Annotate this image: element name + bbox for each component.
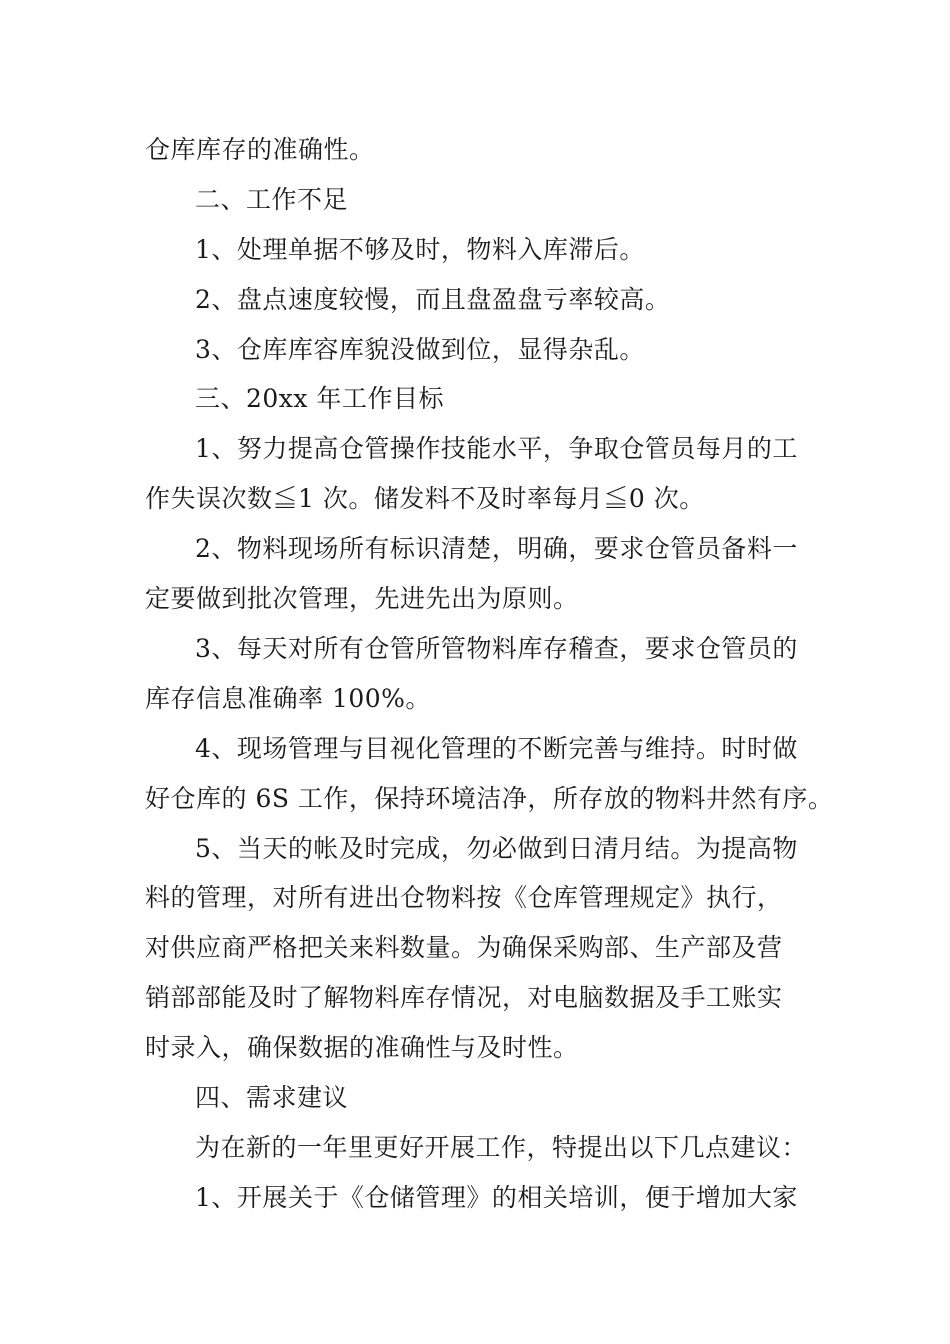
list-item-line: 3、每天对所有仓管所管物料库存稽查，要求仓管员的 bbox=[195, 634, 798, 663]
paragraph-line: 对供应商严格把关来料数量。为确保采购部、生产部及营 bbox=[145, 933, 783, 962]
list-item-line: 2、盘点速度较慢，而且盘盈盘亏率较高。 bbox=[195, 285, 671, 314]
list-item-line: 4、现场管理与目视化管理的不断完善与维持。时时做 bbox=[195, 734, 798, 763]
section-heading-2: 二、工作不足 bbox=[195, 185, 349, 214]
paragraph-line: 为在新的一年里更好开展工作，特提出以下几点建议： bbox=[195, 1133, 808, 1162]
list-item-line: 2、物料现场所有标识清楚，明确，要求仓管员备料一 bbox=[195, 534, 798, 563]
paragraph-line: 好仓库的 6S 工作，保持环境洁净，所存放的物料井然有序。 bbox=[145, 784, 834, 813]
paragraph-line: 料的管理，对所有进出仓物料按《仓库管理规定》执行， bbox=[145, 883, 783, 912]
paragraph-line: 时录入，确保数据的准确性与及时性。 bbox=[145, 1033, 579, 1062]
paragraph-line: 作失误次数≦1 次。储发料不及时率每月≦0 次。 bbox=[145, 484, 705, 513]
section-heading-4: 四、需求建议 bbox=[195, 1083, 349, 1112]
paragraph-line: 仓库库存的准确性。 bbox=[145, 135, 375, 164]
list-item-line: 1、努力提高仓管操作技能水平，争取仓管员每月的工 bbox=[195, 434, 798, 463]
paragraph-line: 销部部能及时了解物料库存情况，对电脑数据及手工账实 bbox=[145, 983, 783, 1012]
list-item-line: 1、处理单据不够及时，物料入库滞后。 bbox=[195, 235, 645, 264]
list-item-line: 5、当天的帐及时完成，勿必做到日清月结。为提高物 bbox=[195, 834, 798, 863]
list-item-line: 3、仓库库容库貌没做到位，显得杂乱。 bbox=[195, 335, 645, 364]
section-heading-3: 三、20xx 年工作目标 bbox=[195, 384, 444, 413]
list-item-line: 1、开展关于《仓储管理》的相关培训，便于增加大家 bbox=[195, 1183, 798, 1212]
paragraph-line: 库存信息准确率 100%。 bbox=[145, 684, 431, 713]
paragraph-line: 定要做到批次管理，先进先出为原则。 bbox=[145, 584, 579, 613]
